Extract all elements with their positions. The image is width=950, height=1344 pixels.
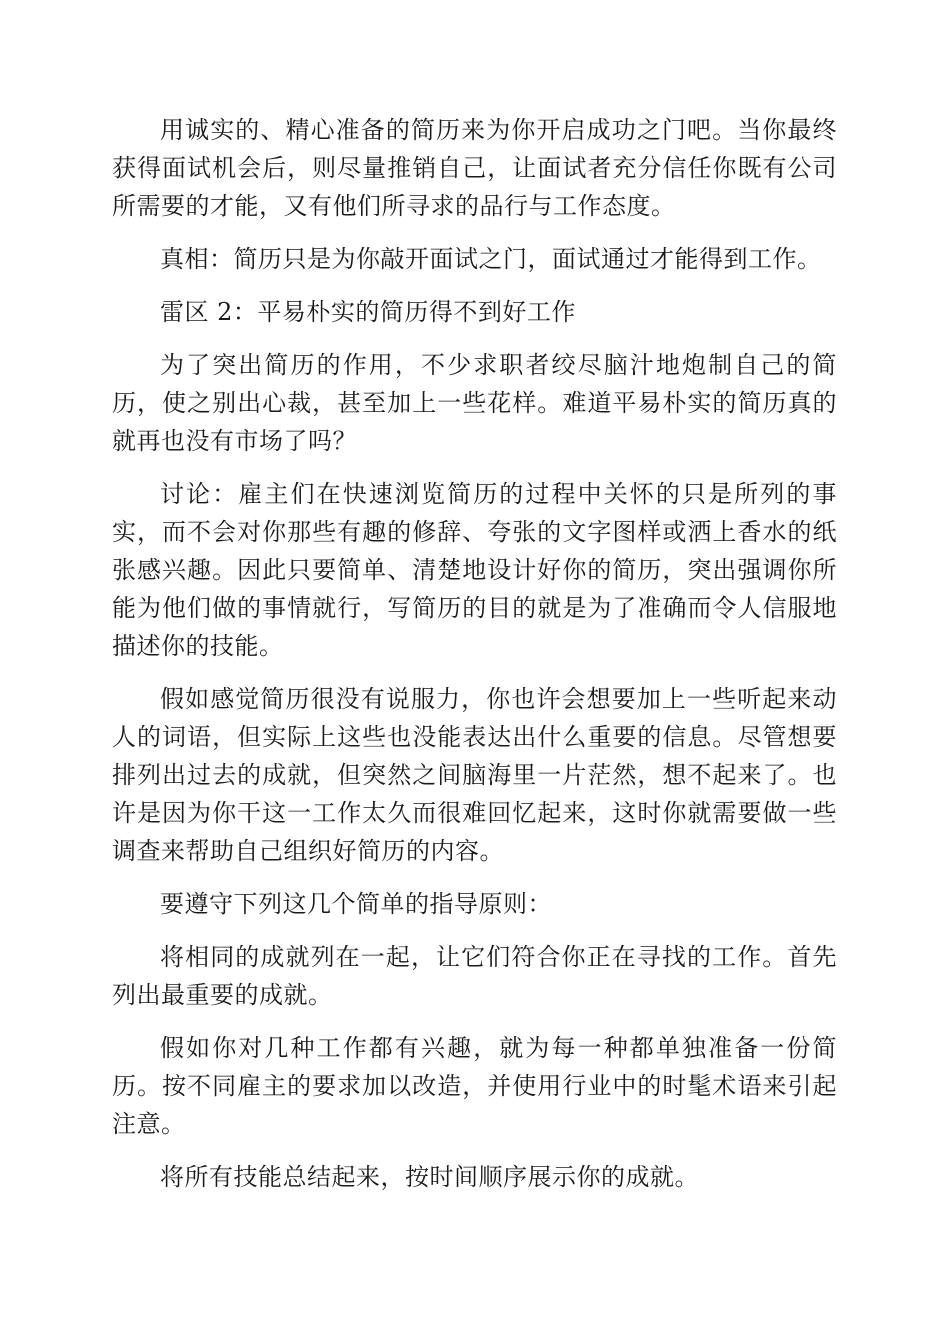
section-heading: 雷区 2：平易朴实的简历得不到好工作 [160,298,576,326]
paragraph-9: 将所有技能总结起来，按时间顺序展示你的成就。 [160,1163,699,1191]
paragraph-3: 为了突出简历的作用，不少求职者绞尽脑汁地炮制自己的简历，使之别出心裁，甚至加上一些花样。难道平易朴实的简历真的就再也没有市场了吗？ [112,351,837,455]
paragraph-8: 假如你对几种工作都有兴趣，就为每一种都单独准备一份简历。按不同雇主的要求加以改造，并使用行业中的时髦术语来引起注意。 [112,1034,837,1138]
paragraph-5: 假如感觉简历很没有说服力，你也许会想要加上一些听起来动人的词语，但实际上这些也没能表达出什么重要的信息。尽管想要排列出过去的成就，但突然之间脑海里一片茫然，想不起来了。也许是因为你干这一工作太久而很难回忆起来，这时你就需要做一些调查来帮助自己组织好简历的内容。 [112,685,837,865]
paragraph-4: 讨论：雇主们在快速浏览简历的过程中关怀的只是所列的事实，而不会对你那些有趣的修辞、夸张的文字图样或洒上香水的纸张感兴趣。因此只要简单、清楚地设计好你的简历，突出强调你所能为他们做的事情就行，写简历的目的就是为了准确而令人信服地描述你的技能。 [112,480,837,660]
paragraph-2: 真相：简历只是为你敲开面试之门，面试通过才能得到工作。 [160,245,822,273]
paragraph-1: 用诚实的、精心准备的简历来为你开启成功之门吧。当你最终获得面试机会后，则尽量推销自己，让面试者充分信任你既有公司所需要的才能，又有他们所寻求的品行与工作态度。 [112,116,837,220]
paragraph-6: 要遵守下列这几个简单的指导原则： [160,890,552,918]
paragraph-7: 将相同的成就列在一起，让它们符合你正在寻找的工作。首先列出最重要的成就。 [112,943,837,1009]
document-body [112,111,837,1211]
